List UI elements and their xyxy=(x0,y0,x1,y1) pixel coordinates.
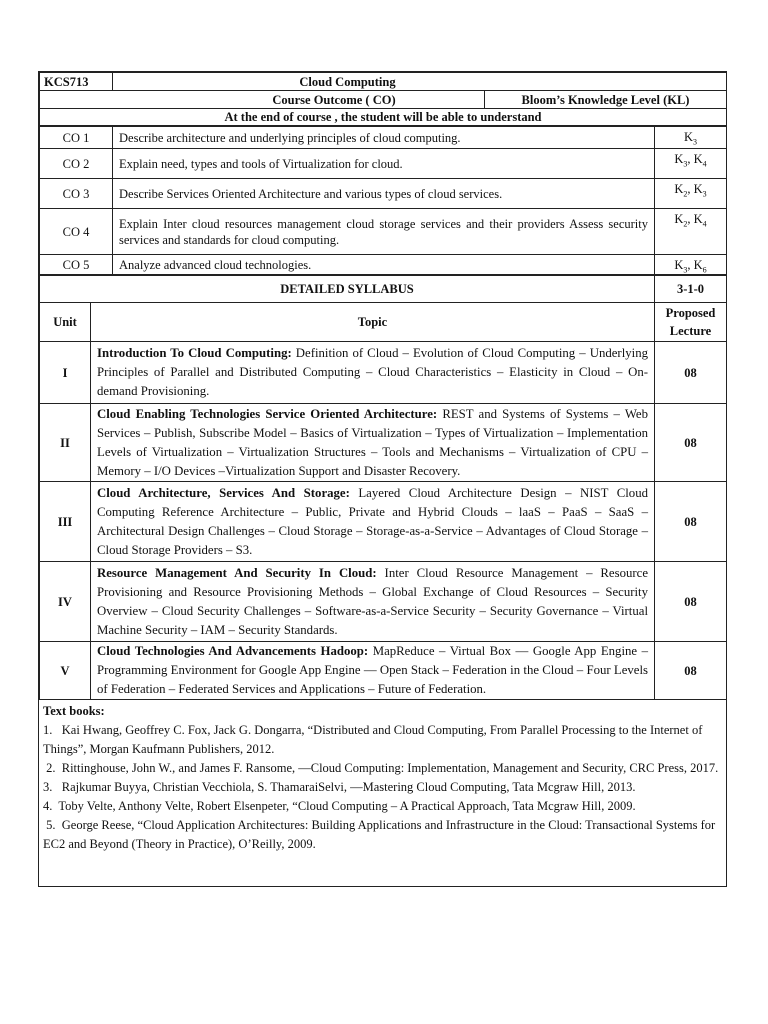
unit-row xyxy=(40,562,727,642)
unit-row xyxy=(40,642,727,700)
unit-number: IV xyxy=(40,562,91,642)
unit-topic xyxy=(91,482,655,562)
outcome-kl: $K_3$, $K_6$ xyxy=(655,255,727,275)
topic-column-header: Topic xyxy=(91,303,655,342)
co-heading: Course Outcome ( CO) xyxy=(40,91,485,109)
course-code: KCS713 xyxy=(40,73,113,91)
outcome-intro: At the end of course , the student will be able to understand xyxy=(40,109,727,126)
kl-heading: Bloom’s Knowledge Level (KL) xyxy=(485,91,727,109)
unit-lectures: 08 xyxy=(655,562,727,642)
syllabus-page xyxy=(38,71,727,887)
outcomes-table xyxy=(39,126,727,275)
unit-lectures: 08 xyxy=(655,642,727,700)
outcome-kl: $K_2$, $K_3$ xyxy=(655,179,727,209)
textbook-item: 5. George Reese, “Cloud Application Architectures: Building Applications and Infrastructure in the Cloud: Transactional Systems for EC2 and Beyond (Theory in Practice), O’Reilly, 2009. xyxy=(43,818,719,851)
outcome-row xyxy=(40,255,727,275)
unit-number: V xyxy=(40,642,91,700)
unit-number: II xyxy=(40,404,91,482)
unit-topic xyxy=(91,404,655,482)
unit-topic-title: Cloud Technologies And Advancements Hadoop: xyxy=(97,644,369,658)
textbook-item: 3. Rajkumar Buyya, Christian Vecchiola, S. ThamaraiSelvi, —Mastering Cloud Computing, Tata Mcgraw Hill, 2013. xyxy=(43,780,636,794)
unit-topic-body: REST and Systems of Systems – Web Services – Publish, Subscribe Model – Basics of Virtualization – Types of Virtualization – Implementation Levels of Virtualization – Virtualization Structures – Tools and Mechanisms – Virtualization of CPU – Memory – I/O Devices –Virtualization Support and Disaster Recovery. xyxy=(97,406,648,478)
ltp-value: 3-1-0 xyxy=(655,276,727,303)
outcome-text: Describe architecture and underlying principles of cloud computing. xyxy=(113,127,655,149)
unit-topic-body: Definition of Cloud – Evolution of Cloud Computing – Underlying Principles of Parallel and Distributed Computing – Cloud Characteristics – Elasticity in Cloud – On-demand Provisioning. xyxy=(97,346,648,398)
unit-topic-body: MapReduce – Virtual Box — Google App Engine – Programming Environment for Google App Engine — Open Stack – Federation in the Cloud – Four Levels of Federation – Federated Services and Applications – Future of Federation. xyxy=(97,644,648,696)
course-title: Cloud Computing xyxy=(113,73,727,91)
outcome-kl: $K_2$, $K_4$ xyxy=(655,209,727,255)
textbook-item: 2. Rittinghouse, John W., and James F. Ransome, —Cloud Computing: Implementation, Management and Security, CRC Press, 2017. xyxy=(43,761,719,775)
outcome-text: Describe Services Oriented Architecture and various types of cloud services. xyxy=(113,179,655,209)
lecture-column-header: Proposed Lecture xyxy=(655,303,727,342)
outcome-row xyxy=(40,149,727,179)
unit-lectures: 08 xyxy=(655,404,727,482)
unit-topic-title: Resource Management And Security In Cloud: xyxy=(97,565,377,580)
unit-topic-body: Inter Cloud Resource Management – Resource Provisioning and Resource Provisioning Methods – Global Exchange of Cloud Resources – Security Overview – Cloud Security Challenges – Software-as-a-Service Security – Security Governance – Virtual Machine Security – IAM – Security Standards. xyxy=(97,565,648,637)
unit-lectures: 08 xyxy=(655,342,727,404)
outcome-text: Explain Inter cloud resources management cloud storage services and their providers Assess security services and standards for cloud computing. xyxy=(113,209,655,255)
textbooks-section xyxy=(39,700,726,854)
outcome-id: CO 1 xyxy=(40,127,113,149)
syllabus-table xyxy=(39,275,727,700)
unit-row xyxy=(40,404,727,482)
outcome-id: CO 5 xyxy=(40,255,113,275)
outcome-text: Analyze advanced cloud technologies. xyxy=(113,255,655,275)
header-table xyxy=(39,72,727,126)
unit-lectures: 08 xyxy=(655,482,727,562)
unit-number: III xyxy=(40,482,91,562)
unit-column-header: Unit xyxy=(40,303,91,342)
unit-topic-body: Layered Cloud Architecture Design – NIST Cloud Computing Reference Architecture – Public, Private and Hybrid Clouds – laaS – PaaS – SaaS – Architectural Design Challenges – Cloud Storage – Storage-as-a-Service – Advantages of Cloud Storage – Cloud Storage Providers – S3. xyxy=(97,485,648,557)
outcome-row xyxy=(40,179,727,209)
syllabus-heading: DETAILED SYLLABUS xyxy=(40,276,655,303)
unit-topic-title: Cloud Enabling Technologies Service Oriented Architecture: xyxy=(97,406,438,421)
unit-topic-title: Introduction To Cloud Computing: xyxy=(97,346,292,360)
unit-topic xyxy=(91,642,655,700)
outcome-text: Explain need, types and tools of Virtualization for cloud. xyxy=(113,149,655,179)
unit-row xyxy=(40,342,727,404)
textbook-item: 4. Toby Velte, Anthony Velte, Robert Elsenpeter, “Cloud Computing – A Practical Approach, Tata Mcgraw Hill, 2009. xyxy=(43,799,636,813)
unit-row xyxy=(40,482,727,562)
unit-topic xyxy=(91,562,655,642)
textbook-item: 1. Kai Hwang, Geoffrey C. Fox, Jack G. Dongarra, “Distributed and Cloud Computing, From Parallel Processing to the Internet of Things”, Morgan Kaufmann Publishers, 2012. xyxy=(43,723,706,756)
outcome-id: CO 2 xyxy=(40,149,113,179)
outcome-id: CO 4 xyxy=(40,209,113,255)
outcome-id: CO 3 xyxy=(40,179,113,209)
unit-topic-title: Cloud Architecture, Services And Storage: xyxy=(97,485,350,500)
outcome-kl: $K_3$, $K_4$ xyxy=(655,149,727,179)
outcome-row xyxy=(40,209,727,255)
outcome-row xyxy=(40,127,727,149)
textbooks-heading: Text books: xyxy=(43,704,105,718)
unit-number: I xyxy=(40,342,91,404)
unit-topic xyxy=(91,342,655,404)
outcome-kl: $K_3$ xyxy=(655,127,727,149)
